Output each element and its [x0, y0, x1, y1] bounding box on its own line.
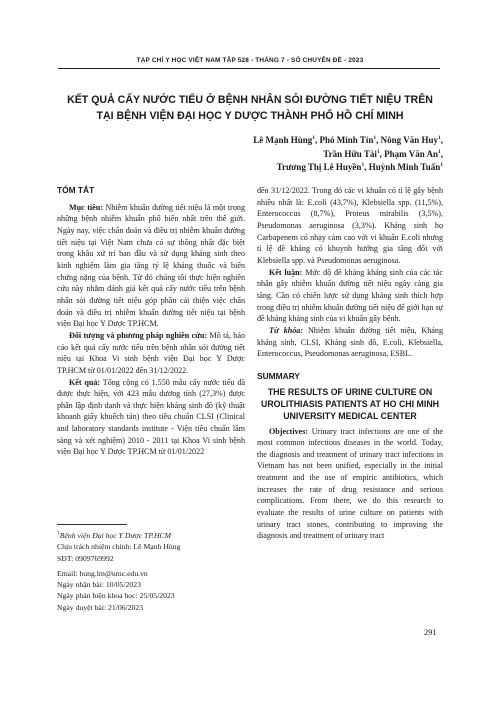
journal-header: TẠP CHÍ Y HỌC VIỆT NAM TẬP 528 - THÁNG 7 - SỐ CHUYÊN ĐỀ - 2023	[136, 57, 364, 64]
methods-paragraph: Đối tượng và phương pháp nghiên cứu: Mô tả, báo cáo kết quả cấy nước tiểu trên bệnh nhân sỏi đường tiết niệu tại Khoa Vi sinh bệnh viện Đại học Y Dược TP.HCM từ 01/01/2022 đến 31/12/2022.	[57, 330, 245, 375]
date-received: Ngày nhận bài: 10/05/2023	[57, 580, 141, 590]
phone: SĐT: 0909769992	[57, 553, 114, 563]
results-paragraph: Kết quả: Tổng cộng có 1.550 mẫu cấy nước tiểu đã được thực hiện, với 423 mẫu dương tính (27,3%) được phân lập định danh và thực hiện kháng sinh đồ (kỹ thuật khoanh giấy khuếch tán) theo tiêu chuẩn CLSI (Clinical and laboratory standards institute - Viện tiêu chuẩn lâm sàng và xét nghiệm) 2010 - 2011 tại Khoa Vi sinh bệnh viện Đại học Y Dược TP.HCM từ 01/01/2022	[57, 377, 245, 457]
results-continued: đến 31/12/2022. Trong đó các vi khuẩn có tỉ lệ gây bệnh nhiều nhất là: E.coli (43,7%), Klebsiella spp. (11,5%), Enterococcus (8,7%), Proteus mirabilis (3,5%), Pseudomonas aeruginosa (3,3%). Kháng sinh họ Carbapenem có nhạy cảm cao với vi khuẩn E.coli nhưng tỉ lệ đề kháng có khuynh hướng gia tăng đối với Klebsiella spp. và Pseudomonas aeruginosa.	[257, 186, 443, 265]
summary-heading: SUMMARY	[257, 370, 300, 381]
author-name: Nông Văn Huy	[380, 135, 438, 145]
title-line-2: TẠI BỆNH VIỆN ĐẠI HỌC Y DƯỢC THÀNH PHỐ HỒ CHÍ MINH	[96, 110, 404, 122]
summary-objectives: Objectives: Urinary tract infections are one of the most common infectious diseases in the world. Today, the diagnosis and treatment of urinary tract infections in Vietnam has not been unified, especially in the initial treatment and the use of empiric antibiotics, which increases the rate of drug resistance and serious complications. From there, we do this research to evaluate the results of urine culture on patients with urinary tract stones, contributing to improving the diagnosis and treatment of urinary tract	[257, 426, 443, 541]
corresponding-author: Chịu trách nhiệm chính: Lê Mạnh Hùng	[57, 542, 181, 552]
email: Email: hung.lm@umc.edu.vn	[57, 568, 148, 578]
author-list	[253, 134, 443, 175]
author-line-2: Trần Hữu Tài$^1$, Phạm Văn An$^1$,	[323, 148, 443, 159]
author-name: Phó Minh Tín	[319, 135, 374, 145]
left-column	[57, 185, 245, 458]
page-number: 291	[424, 628, 437, 637]
date-accepted: Ngày duyệt bài: 21/06/2023	[57, 602, 144, 612]
author-line-3: Trương Thị Lê Huyền$^1$, Huỳnh Minh Tuấn$^1$	[276, 162, 443, 173]
author-line-1: Lê Mạnh Hùng$^1$, Phó Minh Tín$^1$, Nông Văn Huy$^1$,	[253, 135, 443, 145]
date-reviewed: Ngày phản biện khoa học: 25/05/2023	[57, 591, 175, 601]
author-name: Phạm Văn An	[384, 148, 438, 159]
footnote-rule	[57, 524, 127, 525]
abstract-heading: TÓM TẮT	[57, 185, 95, 195]
footnote	[57, 530, 247, 613]
conclusion-paragraph: Kết luận: Mức độ đề kháng kháng sinh của các tác nhân gây nhiễm khuẩn đường tiết niệu ngày càng gia tăng. Cần có chiến lược sử dụng kháng sinh thích hợp trong điều trị nhiễm khuẩn đường tiết niệu để giới hạn sự đề kháng kháng sinh của vi khuẩn gây bệnh.	[257, 267, 443, 324]
header-rule	[58, 68, 440, 69]
affiliation: $^1$Bệnh viện Đại học Y Dược TP.HCM	[57, 530, 172, 540]
title-line-1: KẾT QUẢ CẤY NƯỚC TIỂU Ở BỆNH NHÂN SỎI ĐƯỜNG TIẾT NIỆU TRÊN	[67, 94, 433, 106]
author-name: Trương Thị Lê Huyền	[276, 162, 362, 173]
summary-title: THE RESULTS OF URINE CULTURE ON UROLITHIASIS PATIENTS AT HO CHI MINH UNIVERSITY MEDICAL CENTER	[260, 386, 440, 421]
author-name: Huỳnh Minh Tuấn	[368, 162, 441, 173]
objective-paragraph: Mục tiêu: Nhiễm khuẩn đường tiết niệu là một trong những bệnh nhiễm khuẩn phổ biến nhất trên thế giới. Ngày nay, việc chẩn đoán và điều trị nhiễm khuẩn đường tiết niệu tại Việt Nam chưa có sự thống nhất đặc biệt trong khâu xử trí ban đầu và sử dụng kháng sinh theo kinh nghiệm làm gia tăng tỷ lệ kháng thuốc và biến chứng nặng của bệnh. Từ đó chúng tôi thực hiện nghiên cứu này nhằm đánh giá kết quả cấy nước tiểu trên bệnh nhân sỏi đường tiết niệu góp phần cải thiện việc chẩn đoán và điều trị nhiễm khuẩn đường tiết niệu tại bệnh viện Đại học Y Dược TP.HCM.	[57, 202, 246, 329]
article-title	[40, 92, 460, 124]
author-name: Lê Mạnh Hùng	[253, 135, 313, 145]
right-column	[257, 185, 443, 542]
keywords-paragraph: Từ khóa: Nhiễm khuẩn đường tiết niệu, Kháng kháng sinh, CLSI, Kháng sinh đồ, E.coli, Klebsiella, Enterococcus, Pseudomonas aeruginosa, ESBL.	[257, 325, 443, 359]
author-name: Trần Hữu Tài	[323, 148, 377, 159]
